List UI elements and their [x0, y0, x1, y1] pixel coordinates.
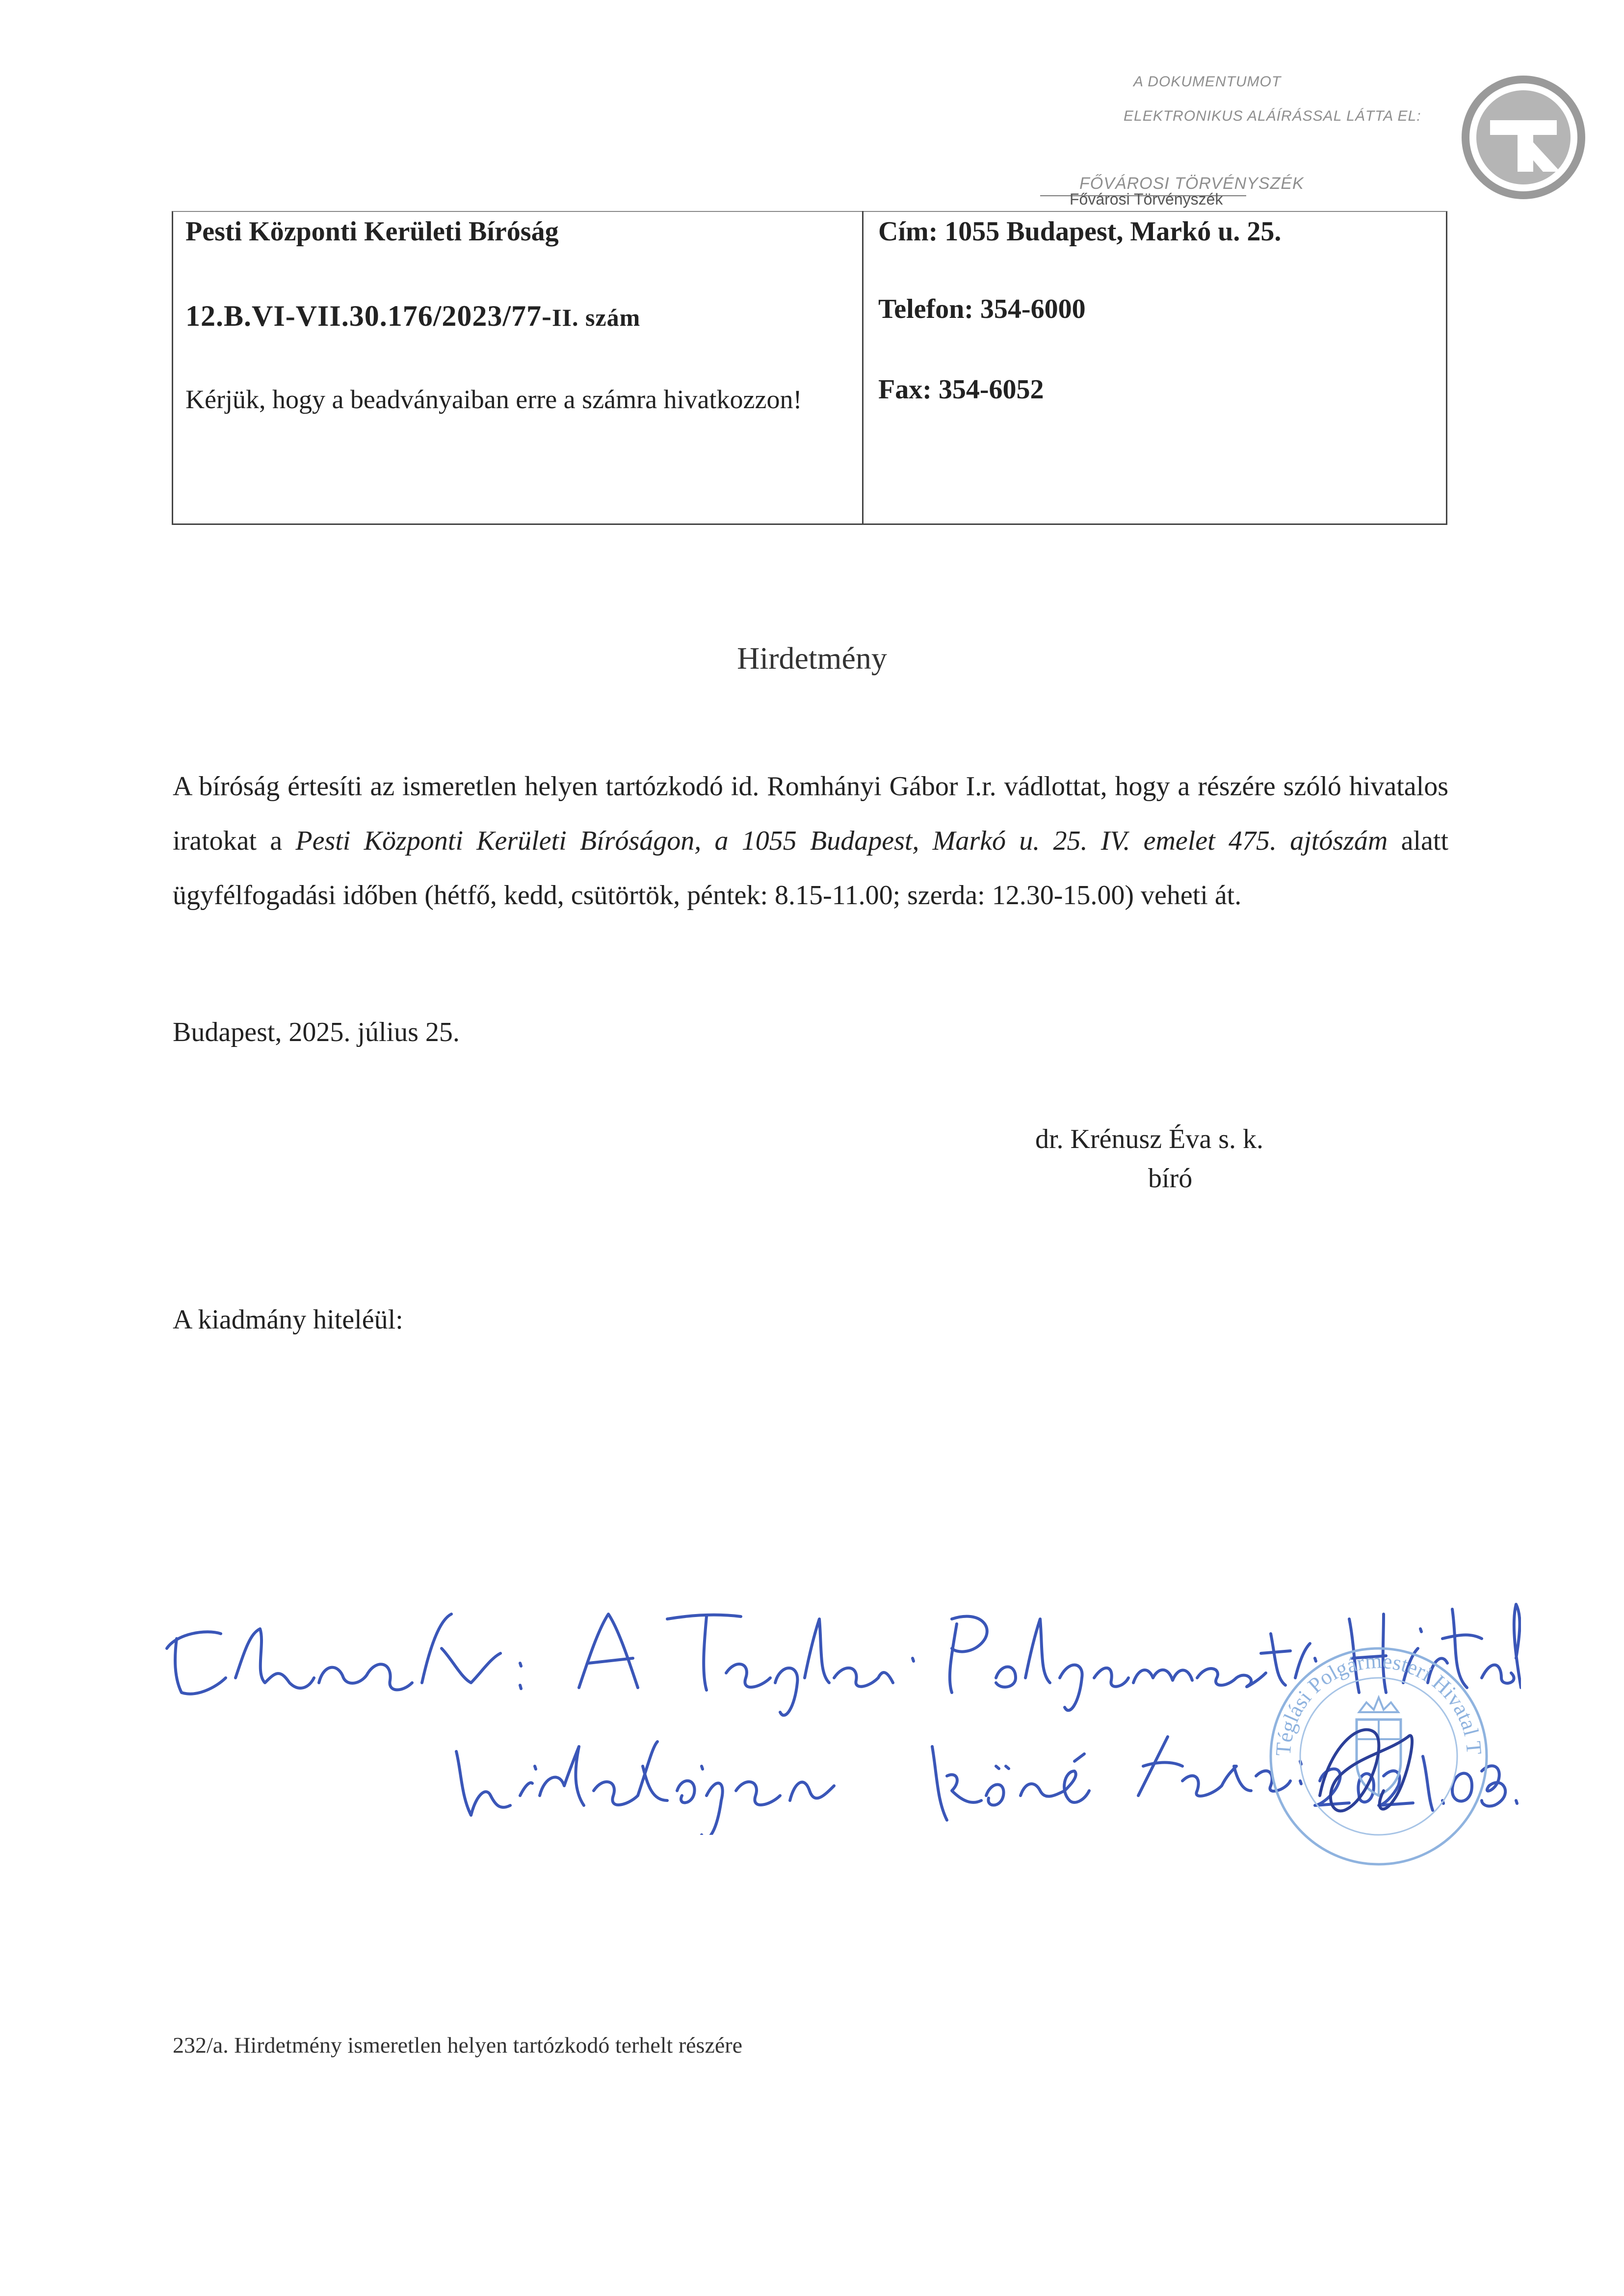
header-table [172, 211, 1447, 525]
signer-role: bíró [1148, 1163, 1193, 1194]
case-number-suffix: II. szám [552, 304, 641, 331]
notice-paragraph [173, 759, 1448, 923]
signer-name: dr. Krénusz Éva s. k. [1035, 1124, 1264, 1154]
case-number [185, 299, 640, 333]
court-phone: Telefon: 354-6000 [878, 294, 1086, 324]
notice-paragraph-location: Pesti Központi Kerületi Bíróságon, a 1055 Budapest, Markó u. 25. IV. emelet 475. ajtószám [295, 826, 1388, 856]
form-footer: 232/a. Hirdetmény ismeretlen helyen tartózkodó terhelt részére [173, 2033, 743, 2058]
esig-line-1: A DOKUMENTUMOT [1133, 74, 1282, 90]
notice-paragraph-part1: A bíróság értesíti az ismeretlen helyen tartózkodó id. Romhányi Gábor I.r. vádlottat, hogy a részére szóló hivatalos iratokat a [173, 771, 1448, 856]
esig-line-2: ELEKTRONIKUS ALÁÍRÁSSAL LÁTTA EL: [1124, 108, 1421, 124]
header-table-divider [862, 211, 864, 525]
notice-paragraph-part2: alatt ügyfélfogadási időben (hétfő, kedd, csütörtök, péntek: 8.15-11.00; szerda: 12.30-15.00) veheti át. [173, 826, 1449, 911]
case-number-main: 12.B.VI-VII.30.176/2023/77- [185, 300, 552, 332]
municipal-seal [1261, 1634, 1496, 1879]
certification-label: A kiadmány hiteléül: [173, 1305, 403, 1335]
court-logo-icon [1460, 74, 1587, 201]
reference-note: Kérjük, hogy a beadványaiban erre a számra hivatkozzon! [185, 385, 802, 414]
court-name: Pesti Központi Kerületi Bíróság [185, 216, 559, 247]
document-title: Hirdetmény [737, 641, 887, 676]
document-date: Budapest, 2025. július 25. [173, 1017, 460, 1047]
court-address: Cím: 1055 Budapest, Markó u. 25. [878, 216, 1282, 247]
esig-signer-caps: FŐVÁROSI TÖRVÉNYSZÉK [1079, 174, 1304, 193]
court-fax: Fax: 354-6052 [878, 374, 1044, 405]
seal-text: Téglási Polgármesteri Hivatal T [1271, 1648, 1487, 1757]
esig-signer: Fővárosi Törvényszék [1070, 190, 1223, 208]
